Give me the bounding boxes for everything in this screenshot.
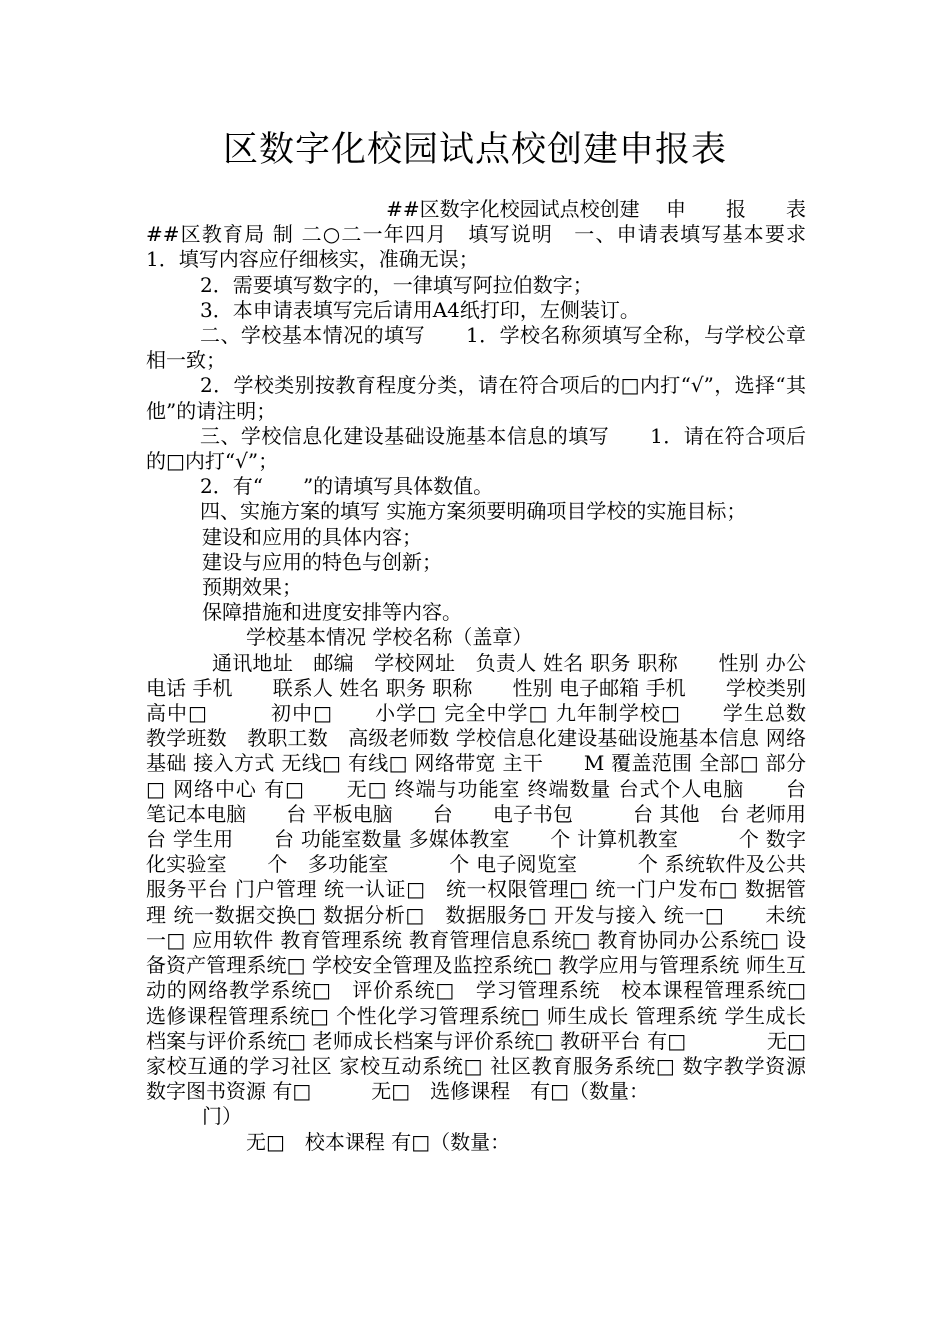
form-fields-block: 通讯地址 邮编 学校网址 负责人 姓名 职务 职称 性别 办公电话 手机 联系人 姓名 职务 职称 性别 电子邮箱 手机 学校类别 高中□ 初中□ 小学□ 完全中学□ 九年制学校□ 学生总数 教学班数 教职工数 高级老师数 学校信息化建设基础设施基本信息 网络基础 接入方式 无线□ 有线□ 网络带宽 主干 M 覆盖范围 全部□ 部分□ 网络中心 有□ 无□ 终端与功能室 终端数量 台式个人电脑 台 笔记本电脑 台 平板电脑 台 电子书包 台 其他 台 老师用 台 学生用 台 功能室数量 多媒体教室 个 计算机教室 个 数字化实验室 个 多功能室 个 电子阅览室 个 系统软件及公共服务平台 门户管理 统一认证□ 统一权限管理□ 统一门户发布□ 数据管理 统一数据交换□ 数据分析□ 数据服务□ 开发与接入 统一□ 未统一□ 应用软件 教育管理系统 教育管理信息系统□ 教育协同办公系统□ 设备资产管理系统□ 学校安全管理及监控系统□ 教学应用与管理系统 师生互动的网络教学系统□ 评价系统□ 学习管理系统 校本课程管理系统□ 选修课程管理系统□ 个性化学习管理系统□ 师生成长 管理系统 学生成长档案与评价系统□ 老师成长档案与评价系统□ 教研平台 有□ 无□ 家校互通的学习社区 家校互动系统□ 社区教育服务系统□ 数字教学资源 数字图书资源 有□ 无□ 选修课程 有□（数量： [146, 650, 846, 1104]
paragraph: 二、学校基本情况的填写 1．学校名称须填写全称，与学校公章相一致； [146, 323, 806, 373]
paragraph: 2．需要填写数字的，一律填写阿拉伯数字； [200, 272, 593, 297]
paragraph: 3．本申请表填写完后请用A4纸打印，左侧装订。 [200, 297, 640, 322]
paragraph: 三、学校信息化建设基础设施基本信息的填写 1．请在符合项后的□内打“√”； [146, 423, 806, 474]
paragraph: 门） [202, 1104, 242, 1129]
paragraph: 建设与应用的特色与创新； [202, 549, 442, 574]
document-body [146, 197, 846, 1155]
paragraph: 预期效果； [202, 575, 302, 600]
form-heading: ##区数字化校园试点校创建 申 报 表 [386, 197, 806, 221]
paragraph: 2．学校类别按教育程度分类，请在符合项后的□内打“√”，选择“其他”的请注明； [146, 373, 806, 423]
paragraph: 建设和应用的具体内容； [202, 524, 422, 549]
section-heading: 学校基本情况 学校名称（盖章） [246, 625, 533, 650]
paragraph: 保障措施和进度安排等内容。 [202, 600, 462, 625]
paragraph: 2．有“ ”的请填写具体数值。 [200, 474, 494, 499]
paragraph: ##区教育局 制 二○二一年四月 填写说明 一、申请表填写基本要求 1．填写内容应仔细核实，准确无误； [146, 222, 846, 272]
paragraph: 四、实施方案的填写 实施方案须要明确项目学校的实施目标； [200, 499, 747, 524]
paragraph: 无□ 校本课程 有□（数量： [246, 1129, 511, 1154]
document-title: 区数字化校园试点校创建申报表 [222, 130, 727, 170]
